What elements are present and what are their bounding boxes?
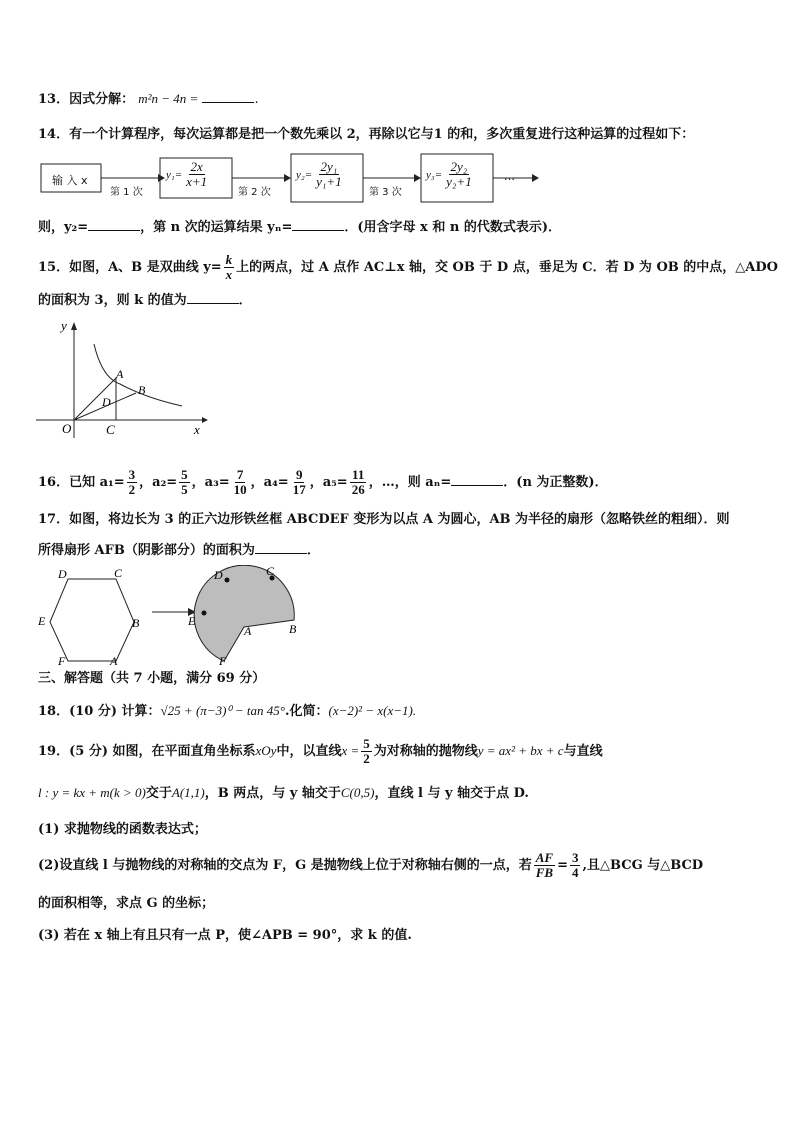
question-16: 16．已知 a₁= $\frac{3}{2}$ ，a₂= $\frac{5}{5}$ ，a₃= $\frac{7}{10}$ ，a₄= $\frac{9}{17}$ ，a₅= $\frac{11}{26}$ ，…，则 aₙ= ．(n 为正整数)． [38,467,608,497]
parabola-expr: y = ax² + bx + c [477,743,564,758]
question-19: 19．(5 分) 如图，在平面直角坐标系xOy中，以直线x = $\frac{5}{2}$ 为对称轴的抛物线y = ax² + bx + c与直线 [38,736,603,766]
point-D [225,578,230,583]
y3-formula: y₃= $\frac{\text{2y₂}}{\text{y₂+1}}$ [426,159,472,189]
hex-label-D: D [58,567,67,581]
question-15-line2: 的面积为 3，则 k 的值为 ． [38,293,252,308]
label-C: C [106,422,115,437]
question-19-part3: (3) 若在 x 轴上有且只有一点 P，使∠APB = 90°，求 k 的值. [38,928,412,943]
question-13 [38,90,259,109]
answer-blank-area[interactable] [255,541,307,554]
question-19-part2: (2)设直线 l 与抛物线的对称轴的交点为 F，G 是抛物线上位于对称轴右侧的一点，若 $\frac{AF}{FB}$ = $\frac{3}{4}$ ,且△BCG 与△BCD [38,850,704,880]
question-17-line2: 所得扇形 AFB（阴影部分）的面积为 ． [38,543,320,558]
program-flow-labels [38,150,543,212]
q13-tail: . [254,92,259,107]
step-3-label: 第 3 次 [369,187,402,198]
q13-expr: m²n − 4n = [138,91,199,106]
step-1-label: 第 1 次 [110,187,143,198]
hex-label-A: A [110,654,118,667]
label-x: x [194,422,200,437]
question-14: 14．有一个计算程序，每次运算都是把一个数先乘以 2，再除以它与1 的和，多次重复进行这种运算的过程如下： [38,127,695,142]
y2-formula: y₂= $\frac{\text{2y₁}}{\text{y₁+1}}$ [296,159,342,189]
label-B: B [138,383,146,397]
hex-label-C: C [114,566,123,580]
q13-label: 13．因式分解： [38,92,135,107]
hexagon-sector-figure [36,565,304,667]
sector-AFB [194,565,294,661]
label-O: O [62,421,72,436]
line-l-expr: l : y = kx + m(k > 0) [38,785,146,800]
question-15: 15．如图，A、B 是双曲线 y= $\frac{k}{x}$ 上的两点，过 A 点作 AC⊥x 轴，交 OB 于 D 点，垂足为 C．若 D 为 OB 的中点，△ADO [38,252,778,282]
a1-frac: $\frac{3}{2}$ [128,467,136,497]
a4-frac: $\frac{9}{17}$ [292,467,306,497]
step-2-label: 第 2 次 [238,187,271,198]
hexagon [50,579,134,661]
a5-frac: $\frac{11}{26}$ [351,467,365,497]
ellipsis: … [504,170,515,183]
question-18: 18．(10 分) 计算：√25 + (π−3)⁰ − tan 45°.化简：(x−2)² − x(x−1). [38,703,417,719]
q18-expr2: (x−2)² − x(x−1). [328,703,417,718]
a2-frac: $\frac{5}{5}$ [181,467,188,497]
question-17: 17．如图，将边长为 3 的正六边形铁丝框 ABCDEF 变形为以点 A 为圆心，AB 为半径的扇形（忽略铁丝的粗细）．则 [38,512,730,527]
section-3-heading: 三、解答题（共 7 小题，满分 69 分） [38,671,266,686]
answer-blank-k[interactable] [187,291,239,304]
sector-label-E: E [188,614,196,628]
label-A: A [116,367,124,381]
hex-label-B: B [132,616,140,630]
sector-label-A: A [244,624,252,638]
sector-label-B: B [289,622,297,636]
sector-label-D: D [214,568,223,582]
question-19-part2-line2: 的面积相等，求点 G 的坐标； [38,896,215,911]
answer-blank-y2[interactable] [88,218,140,231]
input-label: 输 入 x [52,174,88,187]
answer-blank[interactable] [202,90,254,103]
answer-blank-an[interactable] [451,473,503,486]
sector-label-C: C [266,565,275,578]
axis-frac: $\frac{5}{2}$ [363,736,370,766]
hyperbola-figure [36,318,208,440]
a3-frac: $\frac{7}{10}$ [233,467,247,497]
question-19-part1: (1) 求抛物线的函数表达式； [38,822,207,837]
question-19-line2: l : y = kx + m(k > 0)交于A(1,1)，B 两点，与 y 轴交于C(0,5)，直线 l 与 y 轴交于点 D. [38,785,529,801]
label-y: y [61,318,67,333]
label-D: D [102,395,111,409]
answer-blank-yn[interactable] [292,218,344,231]
k-over-x: $\frac{k}{x}$ [225,252,233,282]
y1-formula: y₁= $\frac{2x}{x+1}$ [166,159,208,189]
q18-expr1: √25 + (π−3)⁰ − tan 45° [160,703,285,718]
question-14-answer-line: 则，y₂= ，第 n 次的运算结果 yₙ= ．(用含字母 x 和 n 的代数式表示)． [38,220,561,235]
sector-label-F: F [219,654,227,667]
hex-label-E: E [38,614,46,628]
hex-label-F: F [58,654,66,667]
point-E [202,611,207,616]
